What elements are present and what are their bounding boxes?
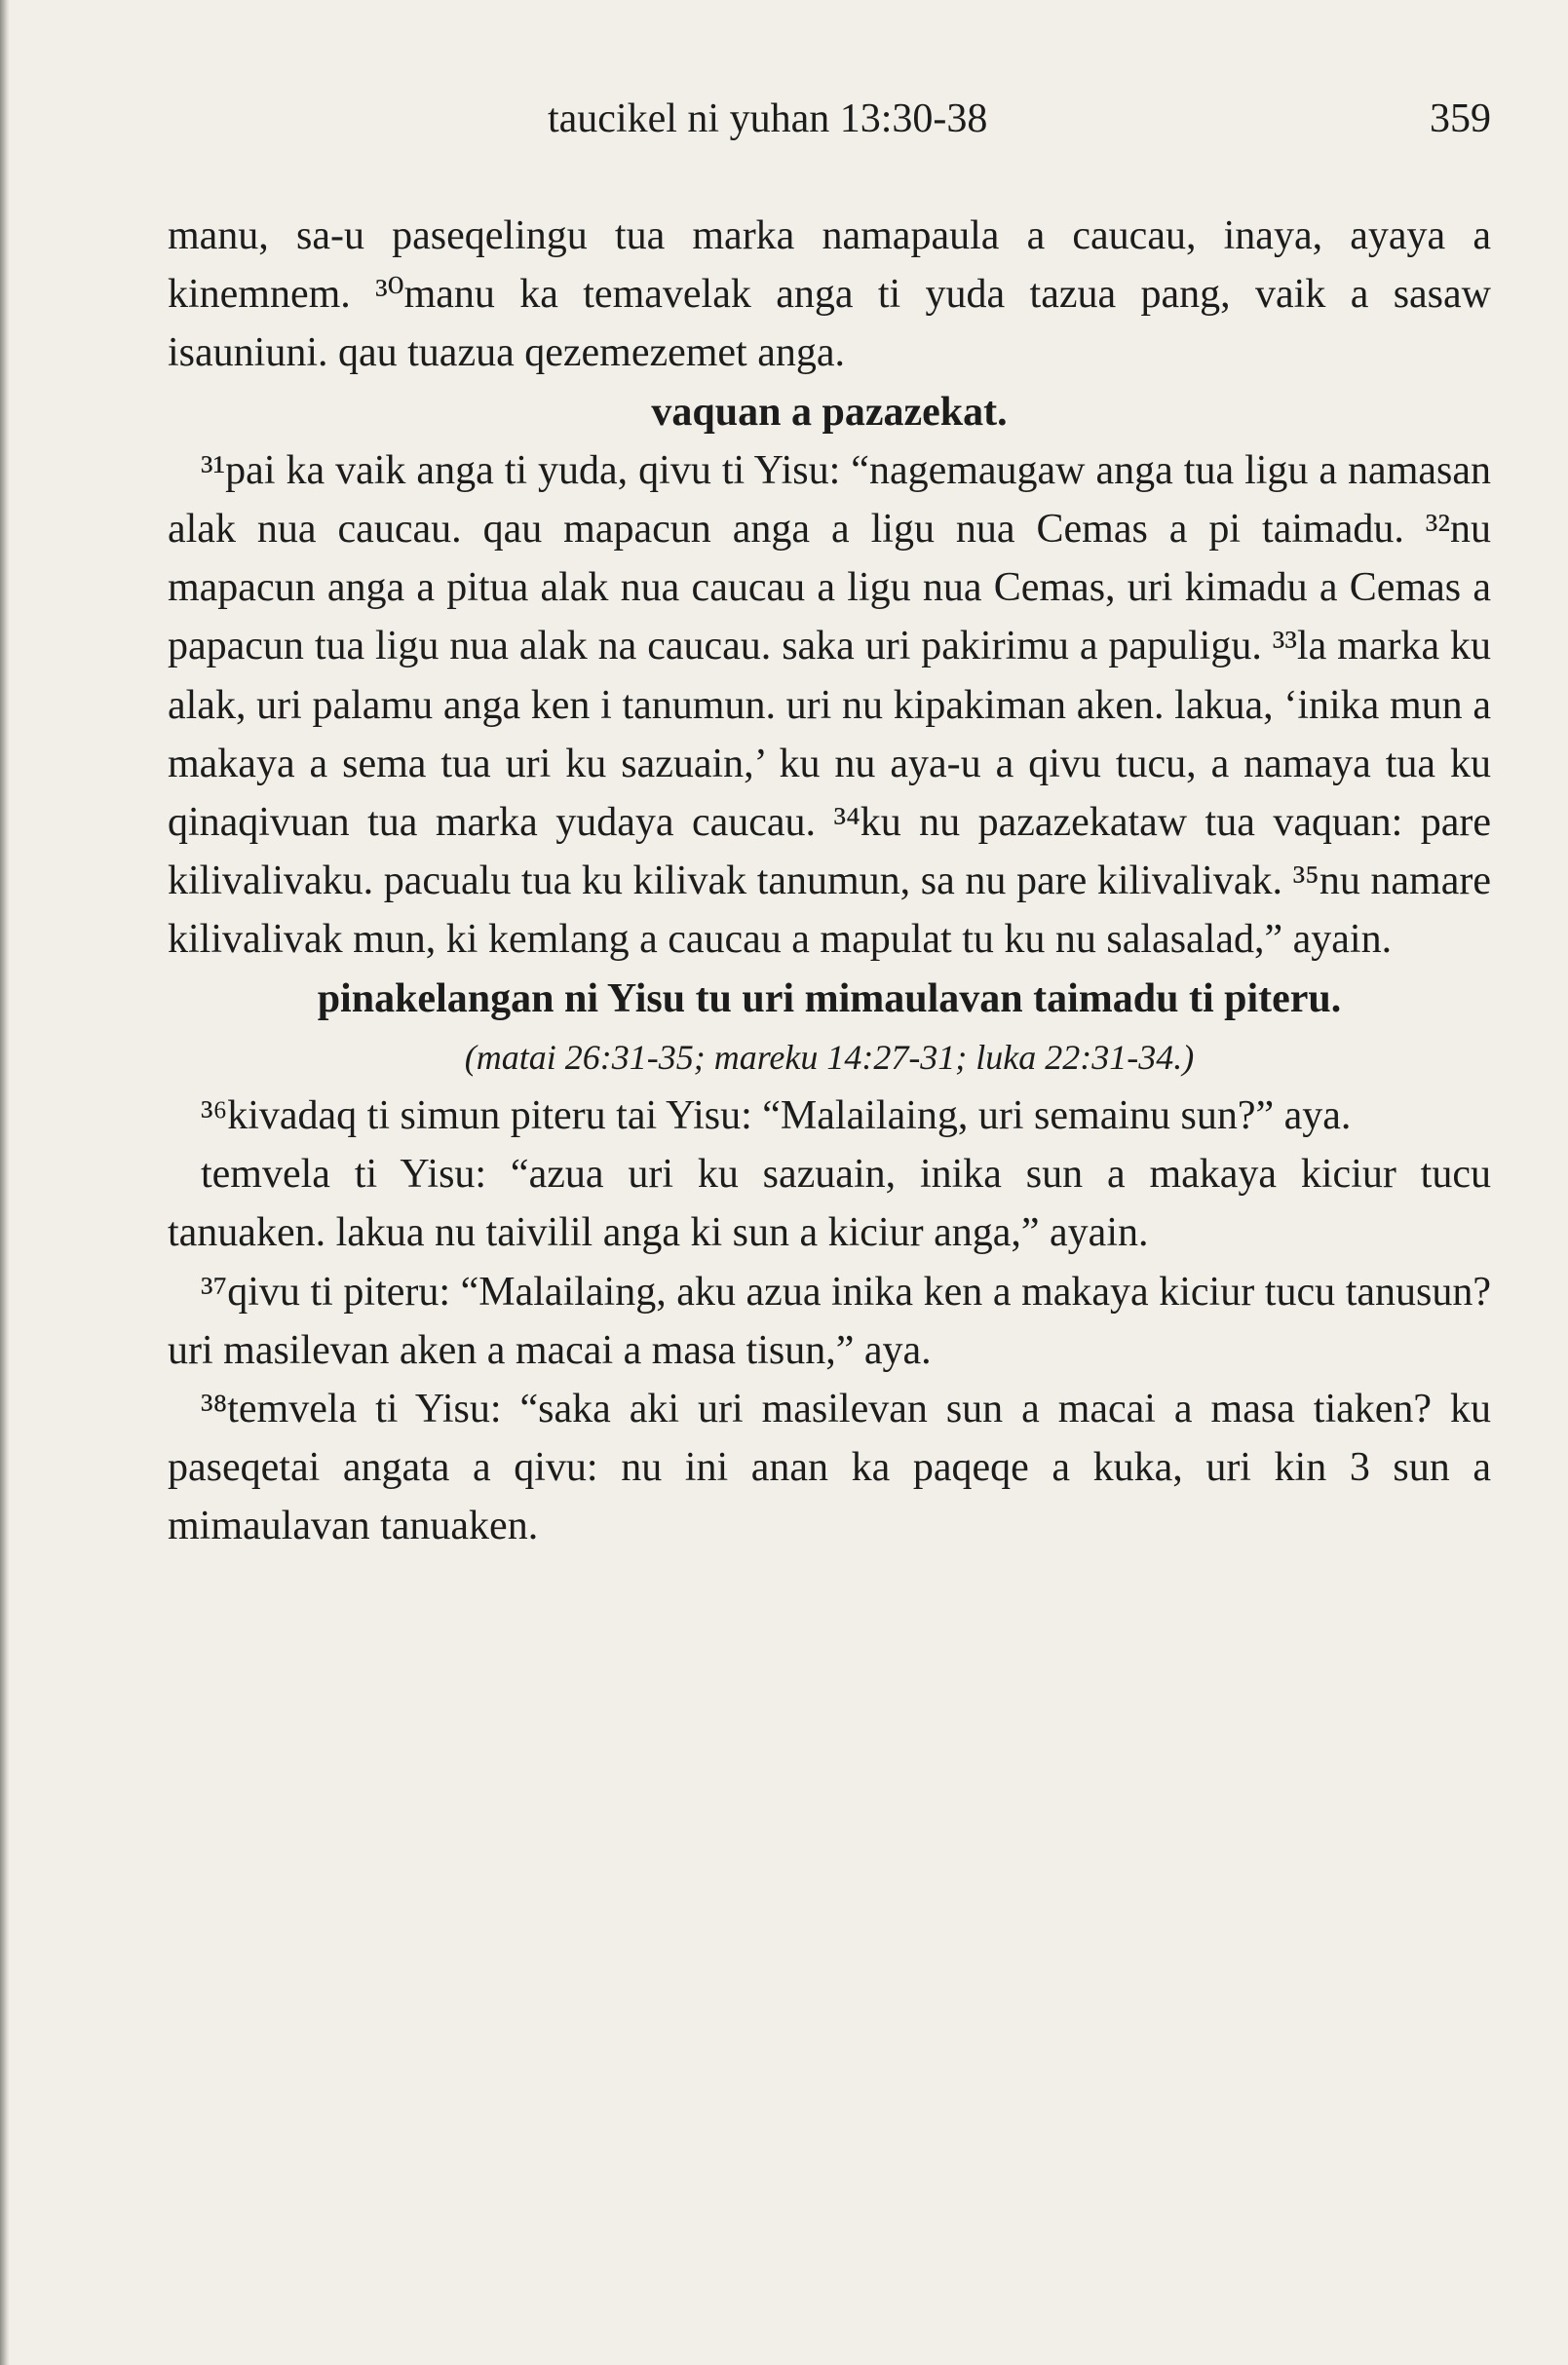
paragraph: ³⁸temvela ti Yisu: “saka aki uri masilevan sun a macai a masa tiaken? ku paseqetai angata a qivu: nu ini anan ka paqeqe a kuka, uri kin 3 sun a mimaulavan tanuaken. [168, 1387, 1491, 1549]
section-heading: vaquan a pazazekat. [651, 389, 1008, 435]
paragraph: manu, sa-u paseqelingu tua marka namapaula a caucau, inaya, ayaya a kinemnem. ³⁰manu ka temavelak anga ti yuda tazua pang, vaik a sasaw isauniuni. qau tuazua qezemezemet anga. [168, 213, 1491, 376]
paragraph: ³¹pai ka vaik anga ti yuda, qivu ti Yisu: “nagemaugaw anga tua ligu a namasan alak nua caucau. qau mapacun anga a ligu nua Cemas a pi taimadu. ³²nu mapacun anga a pitua alak nua caucau a ligu nua Cemas, uri kimadu a Cemas a papacun tua ligu nua alak na caucau. saka uri pakirimu a papuligu. ³³la marka ku alak, uri palamu anga ken i tanumun. uri nu kipakiman aken. lakua, ‘inika mun a makaya a sema tua uri ku sazuain,’ ku nu aya-u a qivu tucu, a namaya tua ku qinaqivuan tua marka yudaya caucau. ³⁴ku nu pazazekataw tua vaquan: pare kilivalivaku. pacualu tua ku kilivak tanumun, sa nu pare kilivalivak. ³⁵nu namare kilivalivak mun, ki kemlang a caucau a mapulat tu ku nu salasalad,” ayain. [168, 447, 1491, 963]
running-head: taucikel ni yuhan 13:30-38 [548, 96, 988, 141]
cross-reference: (matai 26:31-35; mareku 14:27-31; luka 22:31-34.) [464, 1037, 1195, 1077]
page-header [168, 95, 1491, 154]
paragraph: temvela ti Yisu: “azua uri ku sazuain, inika sun a makaya kiciur tucu tanuaken. lakua nu taivilil anga ki sun a kiciur anga,” ayain. [168, 1152, 1491, 1256]
paragraph: ³⁷qivu ti piteru: “Malailaing, aku azua inika ken a makaya kiciur tucu tanusun? uri masilevan aken a macai a masa tisun,” aya. [168, 1269, 1491, 1373]
paragraph: ³⁶kivadaq ti simun piteru tai Yisu: “Malailaing, uri semainu sun?” aya. [201, 1093, 1352, 1139]
page-body [168, 207, 1491, 1556]
page-number: 359 [1430, 96, 1491, 141]
section-heading: pinakelangan ni Yisu tu uri mimaulavan taimadu ti piteru. [317, 975, 1342, 1021]
